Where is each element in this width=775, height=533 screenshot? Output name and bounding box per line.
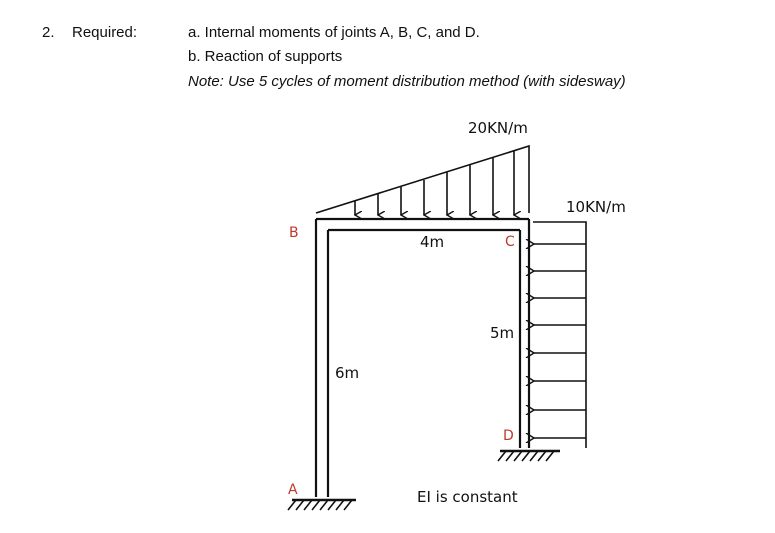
lateral-load <box>533 222 586 448</box>
question-number: 2. <box>42 24 55 41</box>
beam-span-label: 4m <box>420 233 445 251</box>
load-envelope <box>316 146 529 213</box>
support-d <box>498 451 560 461</box>
right-column-length-label: 5m <box>490 324 515 342</box>
question-label: Required: <box>72 24 138 41</box>
joint-label-d: D <box>503 428 514 444</box>
joint-label-b: B <box>289 225 299 241</box>
frame-members <box>316 219 529 497</box>
triangular-load <box>316 146 529 215</box>
support-a <box>288 500 356 510</box>
requirement-note: Note: Use 5 cycles of moment distribution method (with sidesway) <box>188 73 626 90</box>
side-load-label: 10KN/m <box>566 198 626 216</box>
lateral-load-envelope <box>533 222 586 448</box>
stiffness-note: EI is constant <box>417 488 518 506</box>
left-column-length-label: 6m <box>335 364 360 382</box>
joint-label-c: C <box>505 234 515 250</box>
top-load-label: 20KN/m <box>468 119 528 137</box>
joint-label-a: A <box>288 482 298 498</box>
requirement-b: b. Reaction of supports <box>188 48 343 65</box>
requirement-a: a. Internal moments of joints A, B, C, and D. <box>188 24 480 41</box>
